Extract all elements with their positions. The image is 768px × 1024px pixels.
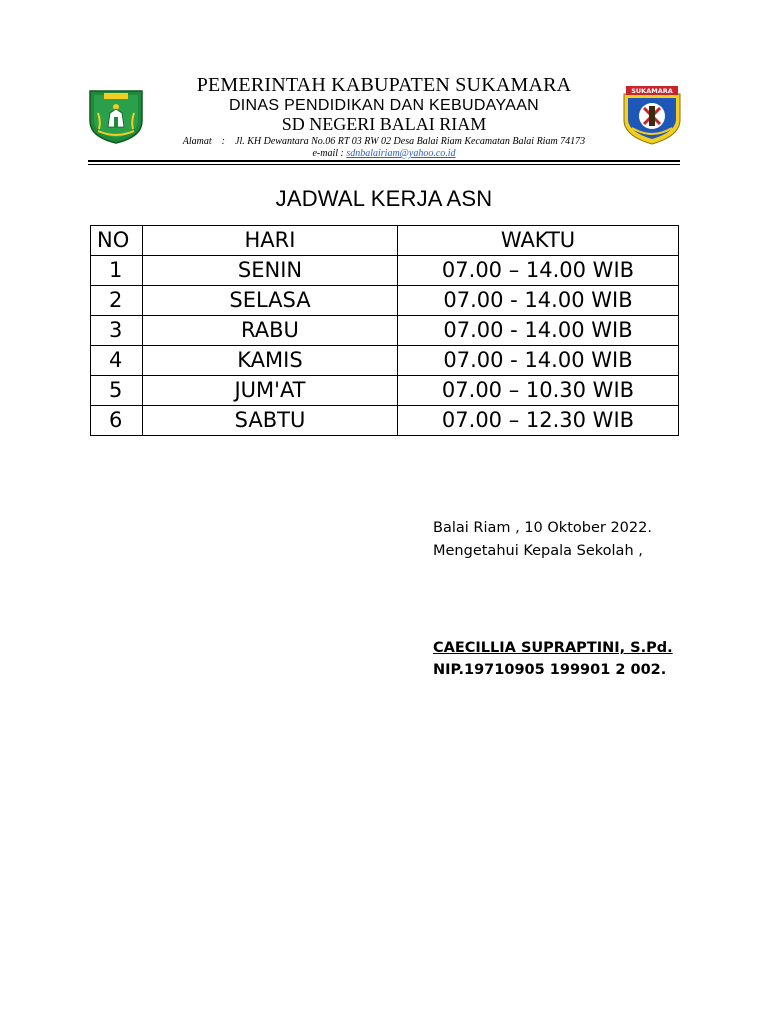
table-row: [91, 256, 679, 286]
cell-waktu: 07.00 - 14.00 WIB: [398, 346, 679, 376]
table-row: [91, 316, 679, 346]
cell-no: 4: [91, 346, 143, 376]
table-row: [91, 286, 679, 316]
cell-no: 2: [91, 286, 143, 316]
cell-waktu: 07.00 – 14.00 WIB: [398, 256, 679, 286]
cell-no: 1: [91, 256, 143, 286]
cell-no: 6: [91, 406, 143, 436]
school-address: Alamat : Jl. KH Dewantara No.06 RT 03 RW 02 Desa Balai Riam Kecamatan Balai Riam 74173: [182, 136, 586, 147]
letterhead-rule-thin: [88, 164, 680, 165]
cell-waktu: 07.00 - 14.00 WIB: [398, 316, 679, 346]
signatory-name: CAECILLIA SUPRAPTINI, S.Pd.: [433, 640, 673, 656]
cell-waktu: 07.00 – 12.30 WIB: [398, 406, 679, 436]
table-header-row: [91, 226, 679, 256]
emblem-label: SUKAMARA: [631, 87, 673, 95]
cell-hari: JUM'AT: [143, 376, 398, 406]
header-hari: HARI: [143, 226, 398, 256]
cell-hari: SABTU: [143, 406, 398, 436]
header-waktu: WAKTU: [398, 226, 679, 256]
email-link[interactable]: sdnbalairiam@yahoo.co.id: [346, 148, 456, 159]
cell-hari: RABU: [143, 316, 398, 346]
school-name: SD NEGERI BALAI RIAM: [281, 114, 487, 134]
signature-acknowledged: Mengetahui Kepala Sekolah ,: [433, 543, 643, 559]
cell-hari: SENIN: [143, 256, 398, 286]
document-title: JADWAL KERJA ASN: [275, 186, 493, 211]
sukamara-emblem-icon: [620, 84, 684, 146]
cell-hari: KAMIS: [143, 346, 398, 376]
school-email-line: [150, 148, 618, 159]
cell-waktu: 07.00 – 10.30 WIB: [398, 376, 679, 406]
email-label: e-mail :: [312, 148, 347, 159]
table-row: [91, 346, 679, 376]
cell-no: 5: [91, 376, 143, 406]
header-no: NO: [91, 226, 143, 256]
cell-no: 3: [91, 316, 143, 346]
table-row: [91, 376, 679, 406]
cell-hari: SELASA: [143, 286, 398, 316]
agency-name: DINAS PENDIDIKAN DAN KEBUDAYAAN: [228, 97, 540, 114]
signatory-nip: NIP.19710905 199901 2 002.: [433, 662, 667, 678]
kotawaringin-barat-emblem-icon: [86, 87, 146, 145]
cell-waktu: 07.00 - 14.00 WIB: [398, 286, 679, 316]
table-row: [91, 406, 679, 436]
letterhead-rule-thick: [88, 160, 680, 162]
government-name: PEMERINTAH KABUPATEN SUKAMARA: [196, 74, 572, 96]
schedule-table: [90, 225, 679, 436]
signature-place-date: Balai Riam , 10 Oktober 2022.: [433, 520, 652, 536]
